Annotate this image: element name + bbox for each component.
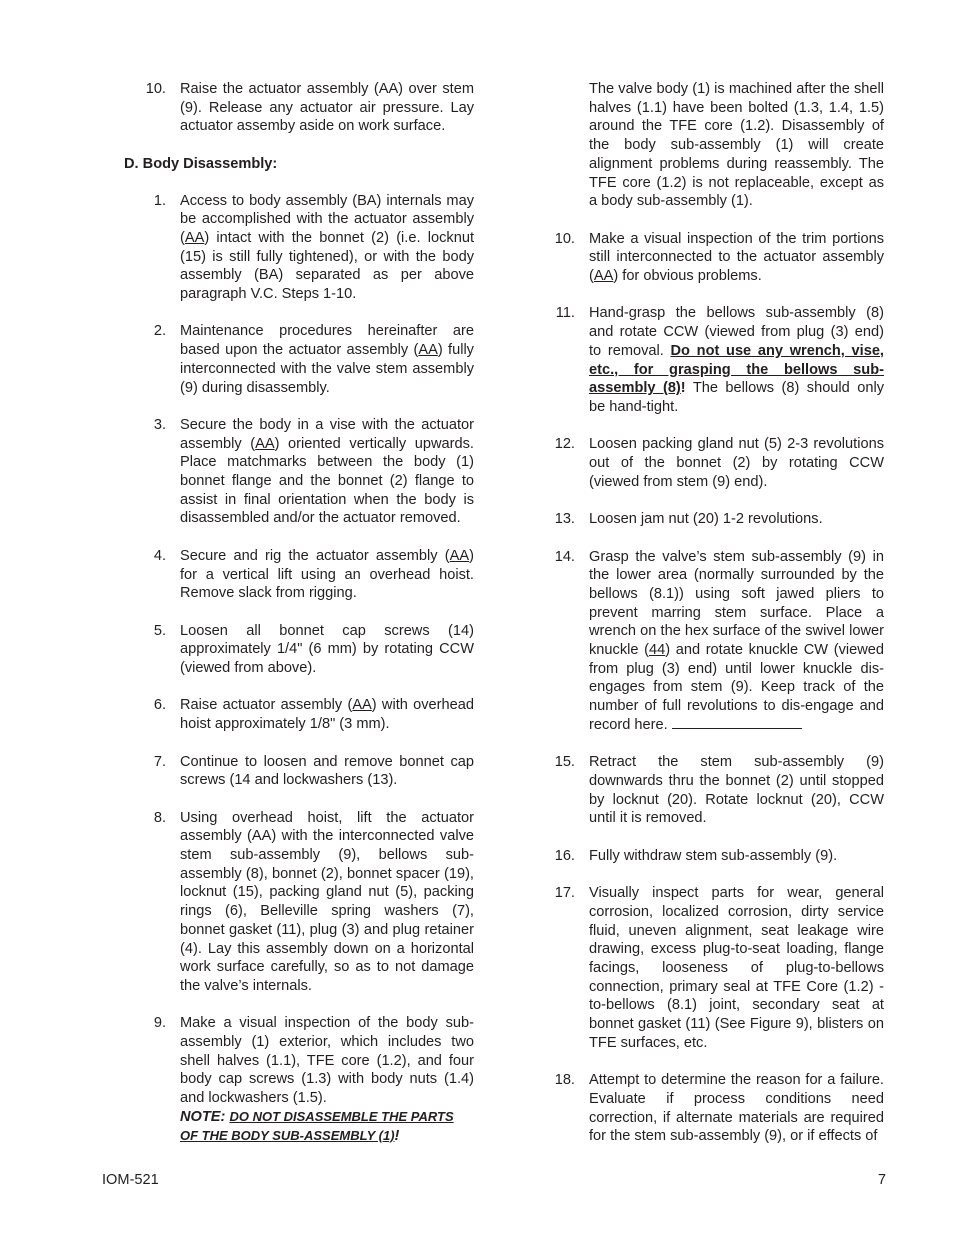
step-ref: AA bbox=[449, 547, 470, 564]
note bbox=[180, 1108, 474, 1145]
step-text: Raise actuator assembly ( bbox=[180, 697, 353, 714]
step-text: Retract the stem sub-assembly (9) downwards thru the bonnet (2) until stopped by locknut (20). Rotate locknut (20), CCW until it is removed. bbox=[589, 754, 884, 827]
document-id: IOM-521 bbox=[102, 1172, 159, 1188]
step-number: 11. bbox=[555, 305, 575, 322]
step-number: 13. bbox=[554, 511, 575, 528]
step-text: Access to body assembly (BA) internals may be accomplished with the actuator assembly ( bbox=[180, 192, 474, 246]
step-item bbox=[550, 230, 884, 286]
step-number: 9. bbox=[153, 1015, 166, 1032]
warning-text: Do not use any wrench, vise, etc., for grasping the bellows sub-assembly (8) bbox=[589, 342, 884, 397]
step-text: Make a visual inspection of the body sub-assembly (1) exterior, which includes two shell halves (1.1), TFE core (1.2), and four body cap screws (1.3) with body nuts (1.4) and lockwashers (1.5). bbox=[180, 1015, 474, 1107]
step-text: Maintenance procedures hereinafter are based upon the actuator assembly ( bbox=[180, 323, 474, 359]
note-text: DO NOT DISASSEMBLE THE PARTS OF THE BODY SUB-ASSEMBLY (1) bbox=[180, 1108, 454, 1143]
step-text: ) with overhead hoist approximately 1/8" (3 mm). bbox=[180, 697, 474, 733]
step-item bbox=[124, 696, 474, 733]
step-item bbox=[124, 547, 474, 603]
step-text: Loosen packing gland nut (5) 2-3 revolutions out of the bonnet (2) by rotating CCW (viewed from stem (9) end). bbox=[589, 436, 884, 490]
step-text: ) fully interconnected with the valve stem assembly (9) during disassembly. bbox=[180, 342, 474, 396]
record-blank-line bbox=[672, 716, 802, 729]
step-number: 3. bbox=[153, 416, 166, 433]
step-text: Attempt to determine the reason for a failure. Evaluate if process conditions need correction, if alternate materials are required for the stem sub-assembly (9), or if effects of bbox=[589, 1072, 884, 1145]
step-text: Secure and rig the actuator assembly ( bbox=[180, 547, 450, 564]
step-text: Using overhead hoist, lift the actuator assembly (AA) with the interconnected valve stem sub-assembly (9), bellows sub-assembly (8), bonnet (2), bonnet spacer (19), locknut (15), packing gland nut (5), packing rings (6), Belleville spring washers (7), bonnet gasket (11), plug (3) and plug retainer (4). Lay this assembly down on a horizontal work surface carefully, so as to not damage the valve’s internals. bbox=[180, 809, 474, 994]
step-text: ) intact with the bonnet (2) (i.e. locknut (15) is still fully tightened), or with the body assembly (BA) separated as per above paragraph V.C. Steps 1-10. bbox=[180, 229, 474, 303]
step-text: Fully withdraw stem sub-assembly (9). bbox=[589, 847, 838, 864]
step-number: 12. bbox=[554, 436, 575, 453]
step-number: 18. bbox=[554, 1072, 575, 1089]
section-heading: D. Body Disassembly: bbox=[124, 155, 278, 172]
step-item bbox=[124, 809, 474, 996]
step-number: 14. bbox=[554, 548, 575, 565]
step-item bbox=[550, 548, 884, 735]
step-number: 7. bbox=[153, 753, 166, 770]
step-item bbox=[550, 847, 884, 866]
step-item bbox=[550, 1071, 884, 1146]
right-column bbox=[550, 80, 884, 1146]
step-item bbox=[550, 435, 884, 491]
step-number: 17. bbox=[554, 885, 575, 902]
step-text: Hand-grasp the bellows sub-assembly (8) and rotate CCW (viewed from plug (3) end) to removal. bbox=[589, 305, 884, 359]
step-text: ) for a vertical lift using an overhead hoist. Remove slack from rigging. bbox=[180, 547, 474, 602]
step-item bbox=[124, 753, 474, 790]
continuation-paragraph: The valve body (1) is machined after the shell halves (1.1) have been bolted (1.3, 1.4, 1.5) around the TFE core (1.2). Disassembly of the body sub-assembly (1) will create alignment problems during reassembly. The TFE core (1.2) is not replaceable, except as a body sub-assembly (1). bbox=[589, 81, 884, 210]
step-text: Make a visual inspection of the trim portions still interconnected to the actuator assembly ( bbox=[589, 230, 884, 285]
step-number: 2. bbox=[153, 323, 166, 340]
step-item bbox=[550, 884, 884, 1052]
step-number: 6. bbox=[153, 697, 166, 714]
note-end: ! bbox=[394, 1127, 400, 1144]
step-ref: 44 bbox=[648, 642, 666, 659]
step-item bbox=[550, 304, 884, 416]
step-item bbox=[124, 192, 474, 304]
step-text: Loosen jam nut (20) 1-2 revolutions. bbox=[589, 511, 823, 528]
step-text: Visually inspect parts for wear, general corrosion, localized corrosion, dirty service fluid, uneven alignment, seat leakage wire drawing, excess plug-to-seat loading, flange facings, looseness of plug-to-bellows connection, primary seal at TFE Core (1.2) -to-bellows (8.1) joint, secondary seat at bonnet gasket (11) (See Figure 9), blisters on TFE surfaces, etc. bbox=[589, 885, 884, 1051]
warning-end: ! bbox=[680, 380, 686, 397]
step-number: 10. bbox=[554, 230, 575, 247]
step-number: 15. bbox=[554, 754, 575, 771]
step-ref: AA bbox=[184, 229, 205, 246]
step-item bbox=[124, 416, 474, 528]
step-text: Loosen all bonnet cap screws (14) approximately 1/4" (6 mm) by rotating CCW (viewed from above). bbox=[180, 622, 474, 677]
step-ref: AA bbox=[418, 342, 438, 359]
step-item bbox=[124, 322, 474, 397]
step-text: ) for obvious problems. bbox=[613, 268, 762, 285]
note-label: NOTE: bbox=[180, 1108, 226, 1125]
step-number: 5. bbox=[153, 622, 166, 639]
page-number: 7 bbox=[877, 1172, 886, 1188]
step-text: ) oriented vertically upwards. Place matchmarks between the body (1) bonnet flange and the bonnet (2) flange to assist in final orientation when the body is disassembled and/or the actuator removed. bbox=[180, 435, 474, 527]
step-item bbox=[550, 753, 884, 828]
step-text: Raise the actuator assembly (AA) over stem (9). Release any actuator air pressure. Lay actuator assemby aside on work surface. bbox=[180, 81, 474, 135]
step-ref: AA bbox=[255, 435, 275, 452]
step-number: 1. bbox=[153, 192, 166, 209]
step-number: 8. bbox=[153, 809, 166, 826]
step-number: 10. bbox=[145, 81, 166, 97]
step-text: The bellows (8) should only be hand-tight. bbox=[589, 380, 884, 415]
step-text: Grasp the valve’s stem sub-assembly (9) in the lower area (normally surrounded by the bellows (8.1)) using soft jawed pliers to prevent marring stem surface. Place a wrench on the hex surface of the swivel lower knuckle ( bbox=[589, 548, 884, 659]
step-item bbox=[124, 622, 474, 678]
step-number: 16. bbox=[554, 847, 575, 864]
step-item bbox=[124, 1014, 474, 1145]
step-text: ) and rotate knuckle CW (viewed from plug (3) end) until lower knuckle dis-engages from stem (9). Keep track of the number of full revolutions to dis-engage and record here. bbox=[589, 642, 884, 733]
step-item bbox=[550, 510, 884, 529]
step-ref: AA bbox=[352, 697, 372, 714]
step-number: 4. bbox=[153, 547, 166, 564]
step-text: Continue to loosen and remove bonnet cap screws (14 and lockwashers (13). bbox=[180, 753, 474, 789]
left-column bbox=[124, 80, 474, 1145]
step-item bbox=[124, 80, 474, 136]
step-text: Secure the body in a vise with the actuator assembly ( bbox=[180, 416, 474, 452]
step-ref: AA bbox=[593, 268, 614, 285]
